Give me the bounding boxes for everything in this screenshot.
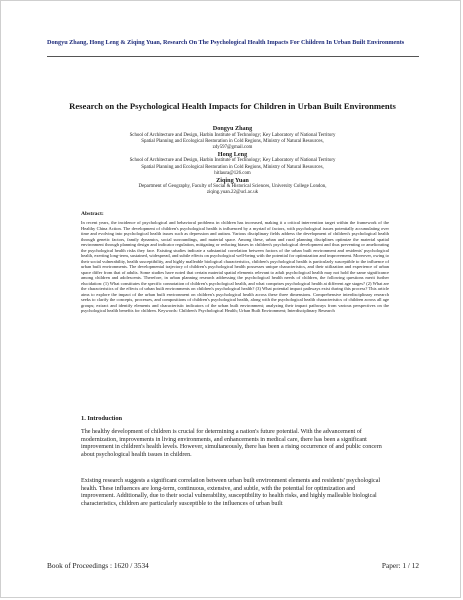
author-entry: [61, 151, 404, 177]
author-entry: [61, 177, 404, 197]
author-affiliation: Department of Geography, Faculty of Social & Historical Sciences, University College London,: [138, 184, 327, 190]
header-divider: [47, 56, 419, 57]
proceedings-page-number: Book of Proceedings : 1620 / 3534: [47, 561, 149, 570]
author-block: [61, 125, 404, 197]
author-email: hitlaura@126.com: [214, 170, 251, 176]
section-heading: 1. Introduction: [81, 415, 123, 422]
abstract-text: In recent years, the incidence of psychological and behavioral problems in children has increased, making it a critical intervention target within the framework of the Healthy China Action. The development of children's psychological health is influenced by a myriad of factors, with psychological issues potentially accumulating over time and evolving into psychological health issues such as depression and autism. Various disciplinary fields address the development of children's psychological health through genetic factors, family dynamics, social surroundings, and material space. Among these, urban and rural planning disciplines optimize the material spatial environment through planning design and indicator regulation, mitigating or reducing biases in children's psychological development and thus preventing or ameliorating the psychological health risks they face. Existing studies indicate a substantial correlation between factors of the urban built environment and residents' psychological health, exerting long-term, sustained, widespread, and subtle effects on psychological well-being with the potential for optimization and improvement. Moreover, owing to their social vulnerability, health susceptibility, and highly malleable biological characteristics, children's psychological health is particularly susceptible to the influence of urban built environments. The developmental trajectory of children's psychological health possesses unique characteristics, and their utilization and experience of urban space differ from that of adults. Some studies have noted that certain material spatial elements relevant to adult psychological health may not hold the same significance among children and adolescents. Therefore, in urban planning research addressing the psychological health needs of children, the following questions merit further elucidation: (1) What constitutes the specific connotation of children's psychological health, and what comprises psychological health at different age stages? (2) What are the characteristics of the effects of urban built environments on children's psychological health? (3) What potential impact pathways exist during this process? This article aims to explore the impact of the urban built environment on children's psychological health across these three dimensions. Comprehensive interdisciplinary research seeks to clarify the concepts, processes, and compositions of children's psychological health, along with the psychological health characteristics of children across all age groups; extract and identify elements and characteristic indicators of the urban built environment; analyzing their impact pathways from various perspectives on the psychological health benefits for children. Keywords: Children's Psychological Health; Urban Built Environment; Interdisciplinary Research: [81, 220, 389, 313]
author-name: Dongyu Zhang: [212, 125, 253, 132]
author-affiliation: School of Architecture and Design, Harbin Institute of Technology; Key Laboratory of National Territory: [129, 132, 336, 138]
body-paragraph: The healthy development of children is crucial for determining a nation's future potential. With the advancement of modernization, improvements in living environments, and enhancements in medical care, there has been a significant improvement in children's health levels. However, simultaneously, there has been a rising occurrence of and public concern about psychological health issues in children.: [81, 429, 382, 458]
author-email: ziqing.yuan.22@ucl.ac.uk: [206, 190, 259, 196]
body-paragraph: Existing research suggests a significant correlation between urban built environment elements and residents' psychological health. These influences are long-term, continuous, extensive, and subtle, with the potential for optimization and improvement. Additionally, due to their social vulnerability, susceptibility to health risks, and highly malleable biological characteristics, children are particularly susceptible to the influences of urban built: [81, 478, 381, 507]
author-email: zdy597@gmail.com: [212, 144, 253, 150]
abstract-heading: Abstract:: [81, 211, 104, 217]
paper-page-number: Paper: 1 / 12: [381, 561, 419, 570]
author-affiliation: Spatial Planning and Ecological Restoration in Cold Regions, Ministry of Natural Resources,: [141, 138, 324, 144]
paper-title: Research on the Psychological Health Impacts for Children in Urban Built Environments: [69, 101, 396, 111]
author-affiliation: Spatial Planning and Ecological Restoration in Cold Regions, Ministry of Natural Resources,: [141, 164, 324, 170]
page-footer: [47, 561, 419, 570]
running-header: Dongyu Zhang, Hong Leng & Ziqing Yuan, Research On The Psychological Health Impacts For Children In Urban Built Environments: [47, 39, 405, 46]
author-entry: [61, 125, 404, 151]
author-affiliation: School of Architecture and Design, Harbin Institute of Technology; Key Laboratory of National Territory: [129, 158, 336, 164]
author-name: Ziqing Yuan: [216, 176, 249, 184]
author-name: Hong Leng: [217, 150, 248, 158]
